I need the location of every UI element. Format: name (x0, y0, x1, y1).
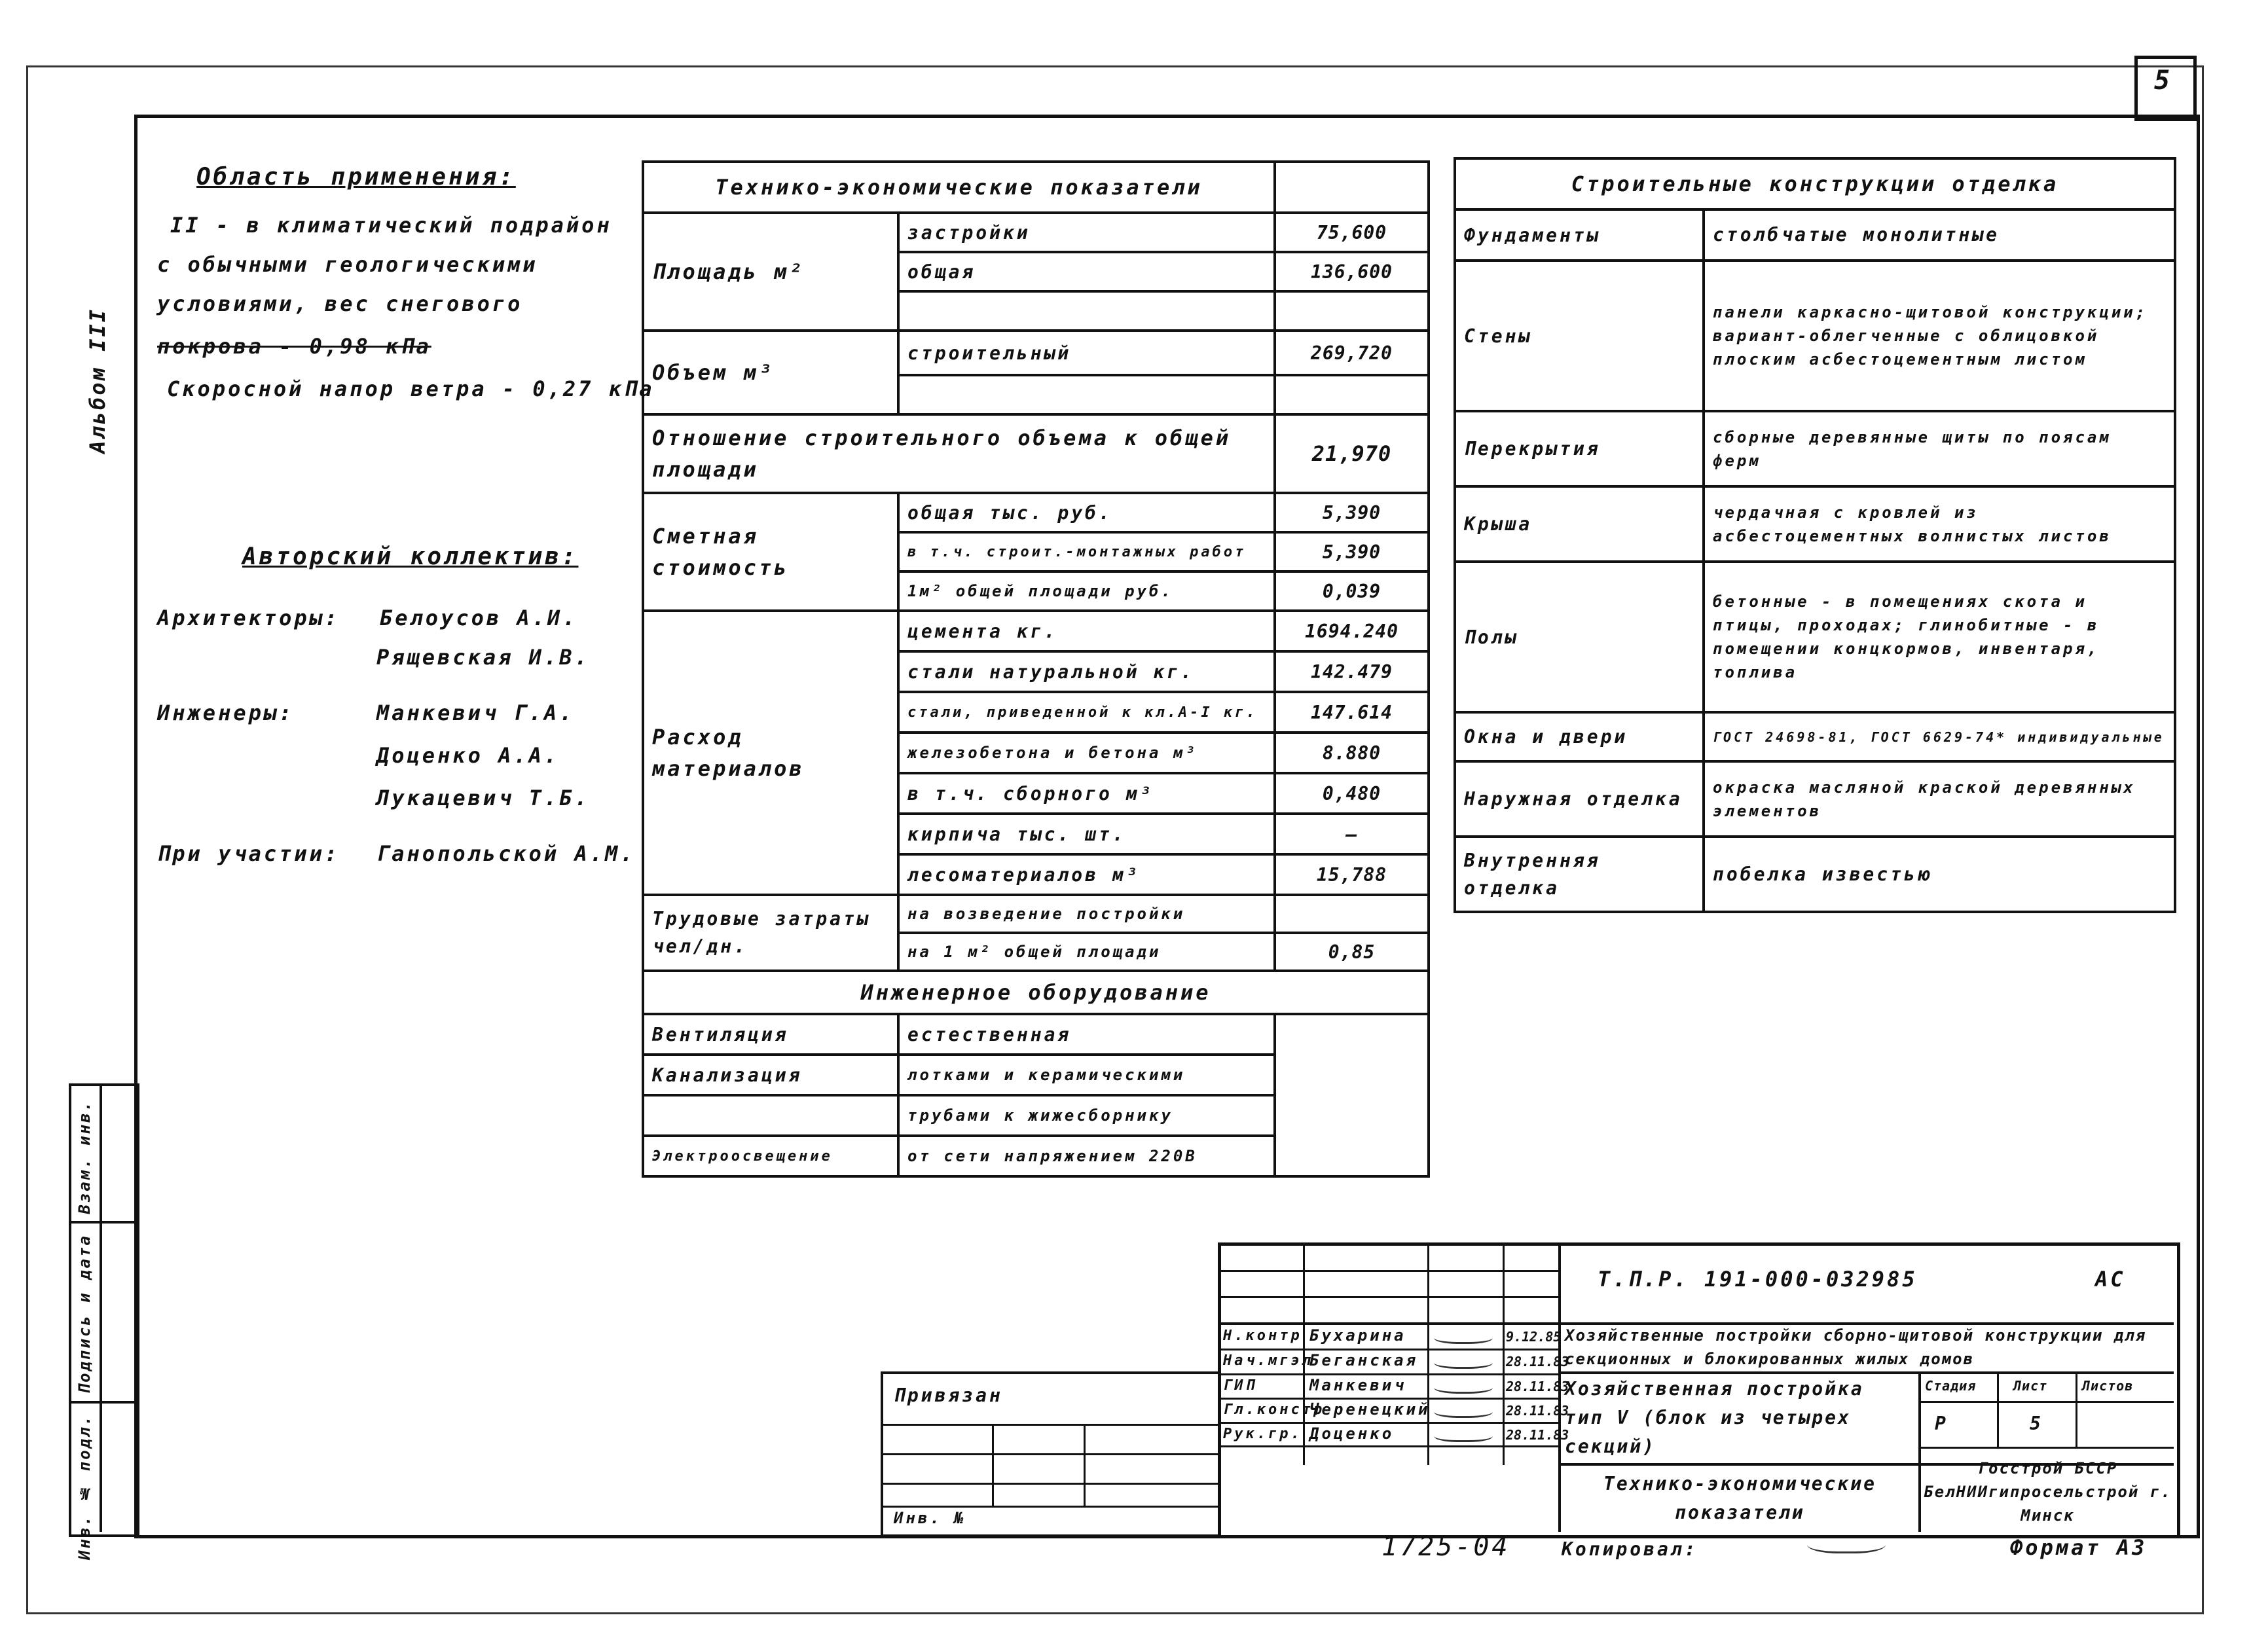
architect-name: Рящевская И.В. (376, 645, 590, 670)
role-date: 28.11.83 (1506, 1379, 1569, 1394)
doc-section: АС (2095, 1267, 2126, 1292)
engineering-name: Электроосвещение (643, 1136, 898, 1176)
materials-label: Расход материалов (643, 611, 898, 895)
material-value: 8.880 (1275, 733, 1429, 773)
attached-label: Привязан (894, 1385, 1003, 1406)
construction-value: окраска масляной краской деревянных элементов (1704, 761, 2175, 837)
material-name: в т.ч. сборного м³ (898, 773, 1275, 814)
sheets-label: Листов (2082, 1378, 2134, 1394)
material-value: 147.614 (1275, 692, 1429, 733)
volume-name (898, 375, 1275, 414)
signature (1434, 1354, 1493, 1369)
construction-name: Стены (1455, 261, 1704, 411)
construction-name: Внутренняя отделка (1455, 837, 1704, 912)
architect-name: Белоусов А.И. (380, 606, 578, 630)
material-value: 1694.240 (1275, 611, 1429, 651)
area-value: 136,600 (1275, 252, 1429, 291)
construction-name: Фундаменты (1455, 209, 1704, 261)
role-date: 9.12.85 (1506, 1329, 1562, 1345)
engineering-value: естественная (898, 1014, 1275, 1055)
cost-value: 0,039 (1275, 571, 1429, 611)
volume-name: строительный (898, 331, 1275, 375)
construction-value: чердачная с кровлей из асбестоцементных волнистых листов (1704, 486, 2175, 562)
participation-label: При участии: (157, 841, 340, 866)
constructions-title: Строительные конструкции отделка (1455, 158, 2175, 209)
archive-number: 1725-04 (1381, 1532, 1510, 1562)
role-label: Рук.гр. (1223, 1426, 1302, 1442)
project-title: Хозяйственные постройки сборно-щитовой конструкции для секционных и блокированных жилых домов (1565, 1326, 2147, 1368)
construction-value: побелка известью (1704, 837, 2175, 912)
material-value: 15,788 (1275, 854, 1429, 895)
area-value: 75,600 (1275, 213, 1429, 252)
authors-heading: Авторский коллектив: (242, 543, 579, 570)
material-name: лесоматериалов м³ (898, 854, 1275, 895)
building-title: Хозяйственная постройка тип V (блок из четырех секций) (1565, 1378, 1864, 1457)
ratio-value: 21,970 (1275, 414, 1429, 493)
participation-name: Ганопольской А.М. (376, 841, 636, 866)
volume-label: Объем м³ (643, 331, 898, 414)
signature (1434, 1427, 1493, 1442)
engineering-value: от сети напряжением 220В (898, 1136, 1275, 1176)
cost-value: 5,390 (1275, 532, 1429, 571)
side-stamp-inventory: Инв. № подл. (75, 1414, 94, 1560)
doc-code: Т.П.Р. 191-000-032985 (1598, 1267, 1918, 1292)
material-name: цемента кг. (898, 611, 1275, 651)
material-name: железобетона и бетона м³ (898, 733, 1275, 773)
signature (1434, 1329, 1493, 1344)
area-label: Площадь м² (643, 213, 898, 331)
labor-label: Трудовые затраты чел/дн. (643, 895, 898, 971)
role-label: Нач.мгэл (1223, 1352, 1313, 1369)
side-stamp-replacement: Взам. инв. (75, 1100, 94, 1214)
application-heading: Область применения: (196, 164, 516, 190)
construction-value: ГОСТ 24698-81, ГОСТ 6629-74* индивидуальные (1704, 712, 2175, 761)
construction-name: Наружная отделка (1455, 761, 1704, 837)
role-date: 28.11.83 (1506, 1354, 1569, 1369)
signature (1434, 1403, 1493, 1418)
area-name (898, 291, 1275, 331)
cost-name: в т.ч. строит.-монтажных работ (898, 532, 1275, 571)
application-line: Скоросной напор ветра - 0,27 кПа (167, 376, 655, 401)
construction-name: Полы (1455, 562, 1704, 712)
application-line: покрова - 0,98 кПа (157, 334, 431, 359)
role-person: Бухарина (1309, 1326, 1406, 1345)
engineering-value: лотками и керамическими (898, 1055, 1275, 1095)
engineering-title: Инженерное оборудование (643, 971, 1429, 1014)
cost-name: общая тыс. руб. (898, 493, 1275, 532)
copier-signature (1807, 1532, 1886, 1553)
format-label: Формат А3 (2010, 1535, 2148, 1560)
engineering-name: Канализация (643, 1055, 898, 1095)
area-name: общая (898, 252, 1275, 291)
construction-name: Перекрытия (1455, 411, 1704, 486)
stage-value: Р (1935, 1413, 1948, 1434)
role-label: Н.контр (1223, 1328, 1302, 1344)
application-line: с обычными геологическими (157, 252, 538, 277)
constructions-table (1454, 157, 2176, 913)
labor-value: 0,85 (1275, 933, 1429, 971)
area-name: застройки (898, 213, 1275, 252)
cost-value: 5,390 (1275, 493, 1429, 532)
copied-label: Копировал: (1562, 1538, 1698, 1560)
engineer-name: Манкевич Г.А. (376, 700, 575, 725)
role-label: Гл.констр (1223, 1402, 1325, 1418)
material-value: 0,480 (1275, 773, 1429, 814)
organization: Госстрой БССР БелНИИгипросельстрой г. Минск (1924, 1459, 2172, 1525)
inventory-label: Инв. № (894, 1509, 966, 1527)
engineering-name (643, 1095, 898, 1136)
engineering-value: трубами к жижесборнику (898, 1095, 1275, 1136)
application-line: условиями, вес снегового (157, 291, 523, 316)
sheet-label: Лист (2013, 1378, 2048, 1394)
engineer-name: Лукацевич Т.Б. (376, 786, 590, 810)
labor-name: на возведение постройки (898, 895, 1275, 933)
cost-name: 1м² общей площади руб. (898, 571, 1275, 611)
engineers-label: Инженеры: (157, 700, 295, 725)
material-name: стали натуральной кг. (898, 651, 1275, 692)
role-label: ГИП (1223, 1377, 1257, 1394)
album-label: Альбом III (85, 308, 110, 454)
labor-value (1275, 895, 1429, 933)
construction-value: сборные деревянные щиты по поясам ферм (1704, 411, 2175, 486)
construction-value: панели каркасно-щитовой конструкции; вариант-облегченные с облицовкой плоским асбестоцементным листом (1704, 261, 2175, 411)
tech-table-title: Технико-экономические показатели (643, 162, 1275, 213)
construction-name: Окна и двери (1455, 712, 1704, 761)
material-value: — (1275, 814, 1429, 854)
role-person: Беганская (1309, 1351, 1419, 1369)
signature (1434, 1379, 1493, 1394)
volume-value (1275, 375, 1429, 414)
construction-value: столбчатые монолитные (1704, 209, 2175, 261)
material-value: 142.479 (1275, 651, 1429, 692)
area-value (1275, 291, 1429, 331)
role-date: 28.11.83 (1506, 1403, 1569, 1419)
page-number: 5 (2154, 65, 2173, 96)
labor-name: на 1 м² общей площади (898, 933, 1275, 971)
cost-label: Сметная стоимость (643, 493, 898, 611)
construction-name: Крыша (1455, 486, 1704, 562)
application-line: II - в климатический подрайон (170, 213, 612, 238)
role-person: Черенецкий (1309, 1400, 1431, 1419)
ratio-label: Отношение строительного объема к общей площади (643, 414, 1275, 493)
role-person: Доценко (1309, 1424, 1395, 1443)
construction-value: бетонные - в помещениях скота и птицы, проходах; глинобитные - в помещении концкормов, инвентаря, топлива (1704, 562, 2175, 712)
tech-economic-table (642, 160, 1430, 1178)
side-stamp-signature: Подпись и дата (75, 1234, 94, 1394)
material-name: стали, приведенной к кл.А-I кг. (898, 692, 1275, 733)
stage-label: Стадия (1925, 1378, 1977, 1394)
engineering-name: Вентиляция (643, 1014, 898, 1055)
volume-value: 269,720 (1275, 331, 1429, 375)
sheet-title: Технико-экономические показатели (1603, 1473, 1876, 1523)
sheet-value: 5 (2030, 1413, 2043, 1434)
role-person: Манкевич (1309, 1376, 1406, 1394)
architects-label: Архитекторы: (157, 606, 340, 630)
engineer-name: Доценко А.А. (376, 743, 560, 768)
material-name: кирпича тыс. шт. (898, 814, 1275, 854)
role-date: 28.11.83 (1506, 1427, 1569, 1443)
